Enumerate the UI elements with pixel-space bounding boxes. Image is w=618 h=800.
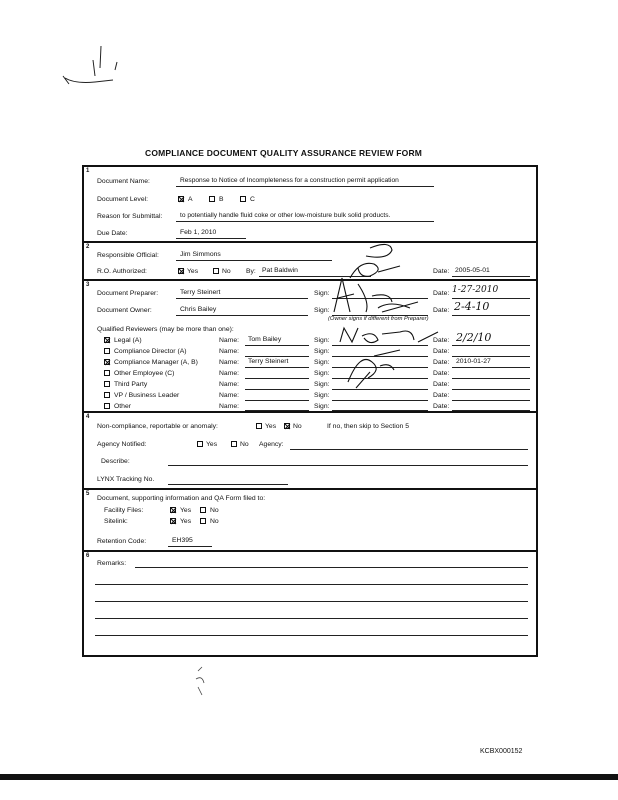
responsible-official-value: Jim Simmons <box>180 251 221 258</box>
remarks-line <box>95 635 528 636</box>
reviewer-date-label: Date: <box>433 392 450 399</box>
agency-yes-label: Yes <box>206 441 218 448</box>
underline <box>176 260 332 261</box>
facility-no-label: No <box>210 507 219 514</box>
reviewer-name-label: Name: <box>219 337 240 344</box>
document-name-value: Response to Notice of Incompleteness for a construction permit application <box>180 177 399 184</box>
section-number: 3 <box>86 282 90 288</box>
sitelink-yes-label: Yes <box>180 518 192 525</box>
underline <box>290 449 528 450</box>
agency-label: Agency: <box>259 441 284 448</box>
underline <box>245 389 309 390</box>
owner-note: (Owner signs if different from Preparer) <box>328 316 429 322</box>
by-value: Pat Baldwin <box>262 267 298 274</box>
ro-authorized-label: R.O. Authorized: <box>97 268 147 275</box>
lynx-tracking-label: LYNX Tracking No. <box>97 476 155 483</box>
reviewer-date-label: Date: <box>433 381 450 388</box>
underline <box>245 410 309 411</box>
reviewer-name: Tom Bailey <box>248 336 282 343</box>
reviewer-name-label: Name: <box>219 392 240 399</box>
reviewer-other-checkbox[interactable] <box>104 403 110 409</box>
noncompliance-yes-label: Yes <box>265 423 277 430</box>
reason-label: Reason for Submittal: <box>97 213 163 220</box>
owner-date-label: Date: <box>433 307 450 314</box>
retention-code-label: Retention Code: <box>97 538 147 545</box>
underline <box>176 315 308 316</box>
remarks-line <box>135 567 528 568</box>
facility-yes-checkbox[interactable] <box>170 507 176 513</box>
reviewer-date: 2/2/10 <box>456 331 492 344</box>
level-a-checkbox[interactable] <box>178 196 184 202</box>
section-divider <box>82 411 538 413</box>
reviewer-sign-label: Sign: <box>314 370 330 377</box>
owner-value: Chris Bailey <box>180 306 217 313</box>
section-divider <box>82 550 538 552</box>
due-date-value: Feb 1, 2010 <box>180 229 217 236</box>
section-divider <box>82 279 538 281</box>
underline <box>452 315 530 316</box>
sitelink-no-checkbox[interactable] <box>200 518 206 524</box>
facility-files-label: Facility Files: <box>104 507 144 514</box>
reviewer-role: Third Party <box>114 381 148 388</box>
underline <box>452 367 530 368</box>
reviewer-name-label: Name: <box>219 348 240 355</box>
underline <box>452 276 530 277</box>
filed-to-label: Document, supporting information and QA Form filed to: <box>97 495 266 502</box>
ro-yes-label: Yes <box>187 268 199 275</box>
underline <box>452 400 530 401</box>
signature <box>320 272 430 322</box>
agency-no-label: No <box>240 441 249 448</box>
remarks-line <box>95 618 528 619</box>
owner-sign-label: Sign: <box>314 307 330 314</box>
level-a-label: A <box>188 196 193 203</box>
preparer-label: Document Preparer: <box>97 290 159 297</box>
underline <box>452 356 530 357</box>
section-number: 2 <box>86 244 90 250</box>
underline <box>332 410 428 411</box>
agency-yes-checkbox[interactable] <box>197 441 203 447</box>
section-number: 5 <box>86 491 90 497</box>
retention-code-value: EH395 <box>172 537 193 544</box>
reviewer-other-employee-checkbox[interactable] <box>104 370 110 376</box>
describe-label: Describe: <box>101 458 130 465</box>
underline <box>168 465 528 466</box>
reviewer-role: Other Employee (C) <box>114 370 175 377</box>
reviewer-sign-label: Sign: <box>314 359 330 366</box>
reviewer-name-label: Name: <box>219 359 240 366</box>
facility-yes-label: Yes <box>180 507 192 514</box>
ro-yes-checkbox[interactable] <box>178 268 184 274</box>
underline <box>176 238 246 239</box>
reviewer-compliance-manager-checkbox[interactable] <box>104 359 110 365</box>
preparer-date-value: 1-27-2010 <box>452 285 499 295</box>
sitelink-yes-checkbox[interactable] <box>170 518 176 524</box>
underline <box>168 546 212 547</box>
level-c-checkbox[interactable] <box>240 196 246 202</box>
underline <box>452 378 530 379</box>
reviewer-role: VP / Business Leader <box>114 392 180 399</box>
underline <box>452 298 530 299</box>
document-name-label: Document Name: <box>97 178 150 185</box>
reviewer-date-label: Date: <box>433 370 450 377</box>
reviewer-name-label: Name: <box>219 370 240 377</box>
noncompliance-yes-checkbox[interactable] <box>256 423 262 429</box>
sitelink-no-label: No <box>210 518 219 525</box>
document-level-label: Document Level: <box>97 196 149 203</box>
reason-value: to potentially handle fluid coke or other low-moisture bulk solid products. <box>180 212 391 219</box>
underline <box>245 378 309 379</box>
reviewer-date-label: Date: <box>433 359 450 366</box>
remarks-line <box>95 601 528 602</box>
reviewer-date: 2010-01-27 <box>456 358 491 365</box>
agency-no-checkbox[interactable] <box>231 441 237 447</box>
by-label: By: <box>246 268 256 275</box>
responsible-official-label: Responsible Official: <box>97 252 159 259</box>
reviewer-name: Terry Steinert <box>248 358 289 365</box>
owner-date-value: 2-4-10 <box>454 300 490 313</box>
noncompliance-label: Non-compliance, reportable or anomaly: <box>97 423 218 430</box>
underline <box>245 367 309 368</box>
remarks-line <box>95 584 528 585</box>
underline <box>245 356 309 357</box>
reviewer-date-label: Date: <box>433 403 450 410</box>
ro-no-label: No <box>222 268 231 275</box>
qualified-reviewers-label: Qualified Reviewers (may be more than one): <box>97 326 234 333</box>
reviewer-legal-checkbox[interactable] <box>104 337 110 343</box>
signature <box>330 322 450 392</box>
reviewer-name-label: Name: <box>219 403 240 410</box>
section-number: 6 <box>86 553 90 559</box>
section-divider <box>82 488 538 490</box>
reviewer-date-label: Date: <box>433 337 450 344</box>
level-b-checkbox[interactable] <box>209 196 215 202</box>
reviewer-sign-label: Sign: <box>314 348 330 355</box>
form-title: COMPLIANCE DOCUMENT QUALITY ASSURANCE REVIEW FORM <box>145 148 423 158</box>
ro-date-value: 2005-05-01 <box>455 267 490 274</box>
reviewer-third-party-checkbox[interactable] <box>104 381 110 387</box>
ro-no-checkbox[interactable] <box>213 268 219 274</box>
reviewer-sign-label: Sign: <box>314 337 330 344</box>
noncompliance-no-label: No <box>293 423 302 430</box>
underline <box>332 400 428 401</box>
due-date-label: Due Date: <box>97 230 128 237</box>
reviewer-role: Other <box>114 403 131 410</box>
noncompliance-no-checkbox[interactable] <box>284 423 290 429</box>
underline <box>452 345 530 346</box>
reviewer-sign-label: Sign: <box>314 392 330 399</box>
section-divider <box>82 241 538 243</box>
document-id: KCBX000152 <box>480 748 523 755</box>
facility-no-checkbox[interactable] <box>200 507 206 513</box>
underline <box>245 400 309 401</box>
reviewer-date-label: Date: <box>433 348 450 355</box>
underline <box>245 345 309 346</box>
reviewer-sign-label: Sign: <box>314 381 330 388</box>
agency-notified-label: Agency Notified: <box>97 441 147 448</box>
underline <box>176 221 434 222</box>
underline <box>168 484 288 485</box>
underline <box>176 298 308 299</box>
handwritten-mark <box>190 665 220 705</box>
remarks-label: Remarks: <box>97 560 127 567</box>
skip-instruction: If no, then skip to Section 5 <box>327 423 409 430</box>
reviewer-role: Compliance Director (A) <box>114 348 187 355</box>
level-b-label: B <box>219 196 224 203</box>
section-number: 4 <box>86 414 90 420</box>
ro-date-label: Date: <box>433 268 450 275</box>
reviewer-role: Legal (A) <box>114 337 142 344</box>
owner-label: Document Owner: <box>97 307 152 314</box>
reviewer-role: Compliance Manager (A, B) <box>114 359 198 366</box>
preparer-value: Terry Steinert <box>180 289 221 296</box>
underline <box>176 186 434 187</box>
reviewer-sign-label: Sign: <box>314 403 330 410</box>
underline <box>452 410 530 411</box>
reviewer-compliance-director-checkbox[interactable] <box>104 348 110 354</box>
level-c-label: C <box>250 196 255 203</box>
underline <box>452 389 530 390</box>
scan-edge-bar <box>0 774 618 780</box>
reviewer-vp-checkbox[interactable] <box>104 392 110 398</box>
handwritten-mark <box>55 40 125 90</box>
preparer-date-label: Date: <box>433 290 450 297</box>
reviewer-name-label: Name: <box>219 381 240 388</box>
sitelink-label: Sitelink: <box>104 518 128 525</box>
preparer-sign-label: Sign: <box>314 290 330 297</box>
section-number: 1 <box>86 168 90 174</box>
